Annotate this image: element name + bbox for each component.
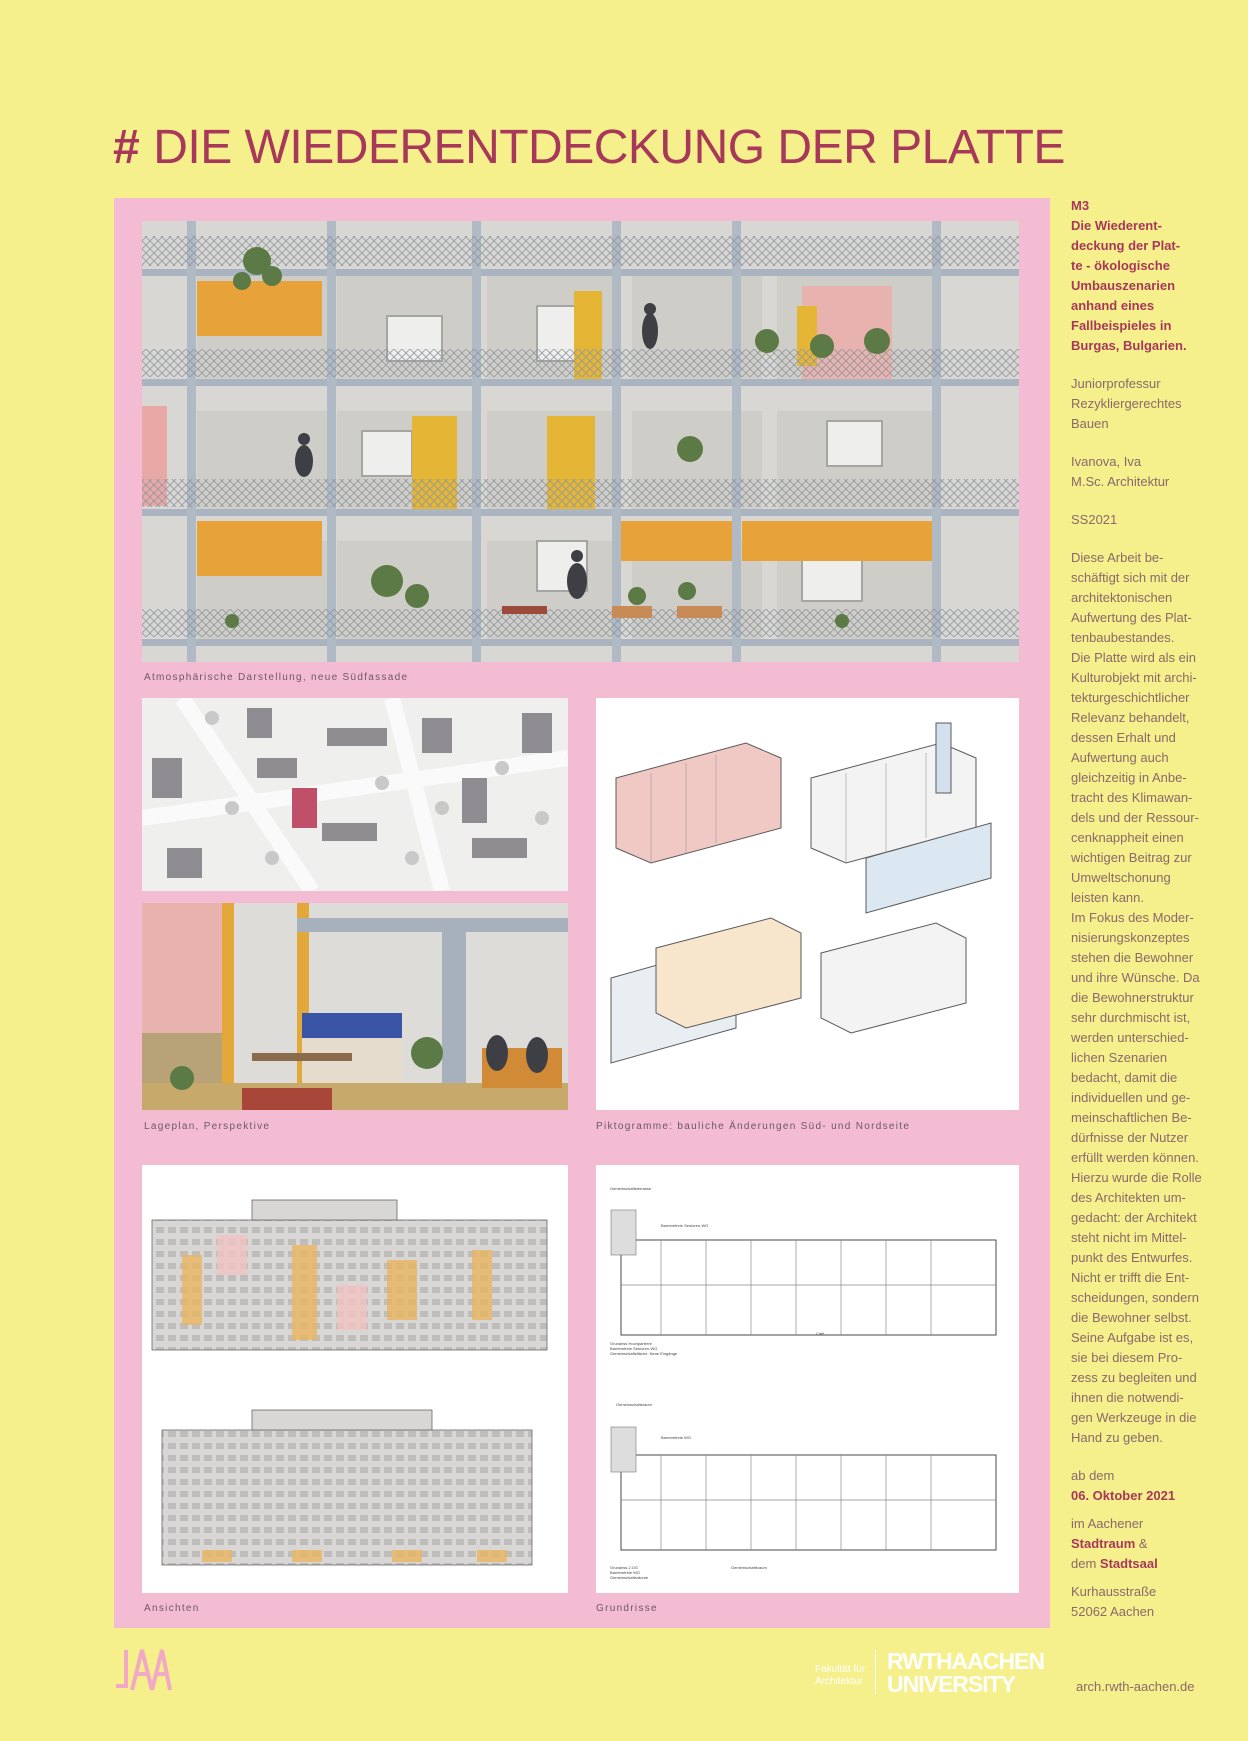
- description-line: sehr durchmischt ist,: [1071, 1010, 1191, 1025]
- plan-upper-note: Barrierefreie Senioren-WG: [661, 1223, 709, 1228]
- description-line: tenbaubestandes.: [1071, 630, 1175, 645]
- description-line: individuellen und ge-: [1071, 1090, 1191, 1105]
- description-line: Seine Aufgabe ist es,: [1071, 1330, 1194, 1345]
- description-line: cenknappheit einen: [1071, 830, 1184, 845]
- project-title-line: Burgas, Bulgarien.: [1071, 338, 1187, 353]
- description-line: stehen die Bewohner: [1071, 950, 1194, 965]
- venue-stadtraum: Stadtraum: [1071, 1536, 1136, 1551]
- description-line: gedacht: der Architekt: [1071, 1210, 1197, 1225]
- description-line: steht nicht im Mittel-: [1071, 1230, 1187, 1245]
- description-line: zess zu begleiten und: [1071, 1370, 1197, 1385]
- plan-lower-bottom: Gemeinschaftsraum: [731, 1565, 767, 1570]
- facade-illustration: [142, 221, 1019, 662]
- caption-facade: Atmosphärische Darstellung, neue Südfassade: [144, 672, 409, 683]
- project-code: M3: [1071, 198, 1090, 213]
- description-line: die Bewohner selbst.: [1071, 1310, 1192, 1325]
- description-line: meinschaftlichen Be-: [1071, 1110, 1192, 1125]
- description-line: nisierungskonzeptes: [1071, 930, 1190, 945]
- description-line: wichtigen Beitrag zur: [1071, 850, 1192, 865]
- author-line: M.Sc. Architektur: [1071, 474, 1170, 489]
- interior-illustration: [142, 903, 568, 1110]
- plan-lower-legend: [610, 1565, 648, 1580]
- rwth-line: RWTHAACHEN: [887, 1648, 1044, 1674]
- interior-perspective: [142, 903, 568, 1110]
- date-prefix: ab dem: [1071, 1468, 1115, 1483]
- plan-lower-title: Gemeinschaftsraum: [616, 1402, 652, 1407]
- site-plan: [142, 698, 568, 891]
- floor-plans: [596, 1165, 1019, 1593]
- description-line: Nicht er trifft die Ent-: [1071, 1270, 1190, 1285]
- elevations: [142, 1165, 568, 1593]
- description-line: dürfnisse der Nutzer: [1071, 1130, 1189, 1145]
- plan-upper-title: Gemeinschaftsterrasse: [610, 1186, 652, 1191]
- pictograms: [596, 698, 1019, 1110]
- description-line: gen Werkzeuge in die: [1071, 1410, 1197, 1425]
- title-hash: #: [113, 121, 140, 174]
- address-line: 52062 Aachen: [1071, 1604, 1155, 1619]
- project-title-line: anhand eines: [1071, 298, 1155, 313]
- site-plan-illustration: [142, 698, 568, 891]
- venue-amp: &: [1135, 1536, 1148, 1551]
- author-line: Ivanova, Iva: [1071, 454, 1142, 469]
- project-description: [1071, 548, 1221, 1448]
- description-line: leisten kann.: [1071, 890, 1144, 905]
- chair-line: Juniorprofessur: [1071, 376, 1161, 391]
- page-title: [113, 120, 1065, 175]
- footer-divider: [875, 1650, 876, 1694]
- description-line: Umweltschonung: [1071, 870, 1171, 885]
- address: [1071, 1582, 1221, 1622]
- floor-plans-illustration: [596, 1165, 1019, 1593]
- plan-lower-note: Barrierefreie WG: [661, 1435, 692, 1440]
- project-title-line: Fallbeispieles in: [1071, 318, 1172, 333]
- facade-rendering: [142, 221, 1019, 662]
- faculty-line: Architektur: [815, 1676, 863, 1687]
- description-line: Kulturobjekt mit archi-: [1071, 670, 1197, 685]
- project-title: [1071, 216, 1221, 356]
- faculty-name: [815, 1664, 865, 1688]
- side-text-column: [1071, 196, 1221, 1622]
- description-line: ihnen die notwendi-: [1071, 1390, 1184, 1405]
- description-line: dessen Erhalt und: [1071, 730, 1176, 745]
- caption-pictograms: Piktogramme: bauliche Änderungen Süd- und Nordseite: [596, 1121, 911, 1132]
- chair-name: [1071, 374, 1221, 434]
- plan-upper-legend: [610, 1341, 677, 1356]
- description-line: gleichzeitig in Anbe-: [1071, 770, 1187, 785]
- description-line: die Bewohnerstruktur: [1071, 990, 1194, 1005]
- project-title-line: Umbauszenarien: [1071, 278, 1176, 293]
- description-line: tekturgeschichtlicher: [1071, 690, 1190, 705]
- project-title-line: deckung der Plat-: [1071, 238, 1181, 253]
- description-line: scheidungen, sondern: [1071, 1290, 1199, 1305]
- pictograms-illustration: [596, 698, 1019, 1110]
- description-line: sie bei diesem Pro-: [1071, 1350, 1183, 1365]
- description-line: bedacht, damit die: [1071, 1070, 1178, 1085]
- jaa-logo: [112, 1646, 172, 1699]
- description-line: Aufwertung auch: [1071, 750, 1169, 765]
- description-line: Diese Arbeit be-: [1071, 550, 1164, 565]
- description-line: Hierzu wurde die Rolle: [1071, 1170, 1202, 1185]
- description-line: Aufwertung des Plat-: [1071, 610, 1192, 625]
- plan-lower-legend-line: Grundriss 2.OG: [610, 1565, 639, 1570]
- description-line: werden unterschied-: [1071, 1030, 1189, 1045]
- description-line: Im Fokus des Moder-: [1071, 910, 1194, 925]
- rwth-logo: [887, 1650, 1044, 1696]
- venue-dem: dem: [1071, 1556, 1100, 1571]
- caption-plans: Grundrisse: [596, 1603, 658, 1614]
- project-title-line: te - ökologische: [1071, 258, 1170, 273]
- title-text: DIE WIEDERENTDECKUNG DER PLATTE: [153, 121, 1065, 174]
- venue-line: im Aachener: [1071, 1516, 1144, 1531]
- description-line: lichen Szenarien: [1071, 1050, 1168, 1065]
- caption-elevations: Ansichten: [144, 1603, 200, 1614]
- elevations-illustration: [142, 1165, 568, 1593]
- description-line: Relevanz behandelt,: [1071, 710, 1190, 725]
- description-line: schäftigt sich mit der: [1071, 570, 1190, 585]
- description-line: erfüllt werden können.: [1071, 1150, 1199, 1165]
- description-line: des Architekten um-: [1071, 1190, 1186, 1205]
- plan-upper-legend-line: Grundriss Hochparterre: [610, 1341, 652, 1346]
- plan-lower-legend-line: Gemeinschaftsräume: [610, 1575, 649, 1580]
- exhibition-date: 06. Oktober 2021: [1071, 1488, 1176, 1503]
- plan-upper-cafe: Café: [816, 1331, 825, 1336]
- website-url[interactable]: arch.rwth-aachen.de: [1076, 1679, 1195, 1694]
- faculty-line: Fakultät für: [815, 1664, 866, 1675]
- chair-line: Rezykliergerechtes: [1071, 396, 1182, 411]
- description-line: dels und der Ressour-: [1071, 810, 1199, 825]
- description-line: punkt des Entwurfes.: [1071, 1250, 1193, 1265]
- description-line: Die Platte wird als ein: [1071, 650, 1196, 665]
- rwth-line: UNIVERSITY: [887, 1671, 1016, 1697]
- author: [1071, 452, 1221, 492]
- plan-lower-legend-line: Barrierefreie WG: [610, 1570, 641, 1575]
- caption-site: Lageplan, Perspektive: [144, 1121, 271, 1132]
- project-title-line: Die Wiederent-: [1071, 218, 1162, 233]
- description-line: architektonischen: [1071, 590, 1173, 605]
- plan-upper-legend-line: Barrierefreie Senioren-WG: [610, 1346, 658, 1351]
- plan-upper-legend-line: Gemeinschaftsfläche, Neue Eingänge: [610, 1351, 678, 1356]
- venue-stadtsaal: Stadtsaal: [1099, 1556, 1158, 1571]
- poster-board: [114, 198, 1050, 1628]
- description-line: und ihre Wünsche. Da: [1071, 970, 1200, 985]
- jaa-logo-mark: [112, 1646, 172, 1694]
- description-line: Hand zu geben.: [1071, 1430, 1163, 1445]
- description-line: tracht des Klimawan-: [1071, 790, 1193, 805]
- venue: [1071, 1514, 1221, 1574]
- address-line: Kurhausstraße: [1071, 1584, 1157, 1599]
- chair-line: Bauen: [1071, 416, 1109, 431]
- semester: SS2021: [1071, 512, 1118, 527]
